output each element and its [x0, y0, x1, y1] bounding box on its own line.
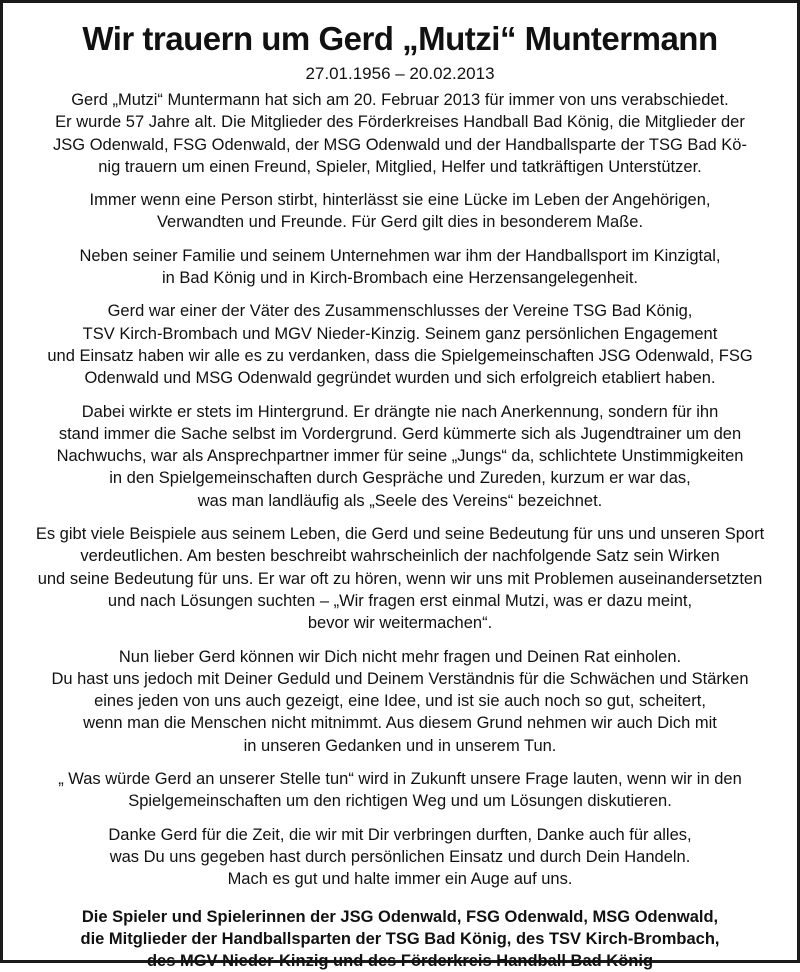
- paragraph-farewell: [25, 89, 775, 178]
- text-line: was man landläufig als „Seele des Vereins“ bezeichnet.: [25, 490, 775, 512]
- text-line: in Bad König und in Kirch-Brombach eine Herzensangelegenheit.: [25, 267, 775, 289]
- text-line: Gerd „Mutzi“ Muntermann hat sich am 20. Februar 2013 für immer von uns verabschiedet.: [25, 89, 775, 111]
- text-line: Er wurde 57 Jahre alt. Die Mitglieder des Förderkreises Handball Bad König, die Mitglieder der: [25, 111, 775, 133]
- signatory-line: des MGV Nieder-Kinzig und des Förderkreis Handball Bad König: [25, 950, 775, 972]
- paragraph-thanks: [25, 824, 775, 891]
- text-line: Neben seiner Familie und seinem Unternehmen war ihm der Handballsport im Kinzigtal,: [25, 245, 775, 267]
- paragraph-founding: [25, 300, 775, 389]
- text-line: „ Was würde Gerd an unserer Stelle tun“ wird in Zukunft unsere Frage lauten, wenn wir in den: [25, 768, 775, 790]
- text-line: Mach es gut und halte immer ein Auge auf uns.: [25, 868, 775, 890]
- text-line: und seine Bedeutung für uns. Er war oft zu hören, wenn wir uns mit Problemen auseinandersetzten: [25, 568, 775, 590]
- text-line: eines jeden von uns auch gezeigt, eine Idee, und ist sie auch noch so gut, scheitert,: [25, 690, 775, 712]
- notice-title: Wir trauern um Gerd „Mutzi“ Muntermann: [25, 19, 775, 59]
- text-line: und Einsatz haben wir alle es zu verdanken, dass die Spielgemeinschaften JSG Odenwald, FSG: [25, 345, 775, 367]
- signatories: [25, 906, 775, 972]
- text-line: Du hast uns jedoch mit Deiner Geduld und Deinem Verständnis für die Schwächen und Stärken: [25, 668, 775, 690]
- signatory-line: die Mitglieder der Handballsparten der TSG Bad König, des TSV Kirch-Brombach,: [25, 928, 775, 950]
- paragraph-tribute: [25, 646, 775, 757]
- signatory-line: Die Spieler und Spielerinnen der JSG Odenwald, FSG Odenwald, MSG Odenwald,: [25, 906, 775, 928]
- text-line: Nachwuchs, war als Ansprechpartner immer für seine „Jungs“ da, schlichtete Unstimmigkeiten: [25, 445, 775, 467]
- text-line: stand immer die Sache selbst im Vordergrund. Gerd kümmerte sich als Jugendtrainer um den: [25, 423, 775, 445]
- text-line: Immer wenn eine Person stirbt, hinterlässt sie eine Lücke im Leben der Angehörigen,: [25, 189, 775, 211]
- paragraph-examples: [25, 523, 775, 634]
- paragraph-gap: [25, 189, 775, 234]
- text-line: in den Spielgemeinschaften durch Gespräche und Zureden, kurzum er war das,: [25, 467, 775, 489]
- text-line: in unseren Gedanken und in unserem Tun.: [25, 735, 775, 757]
- text-line: Verwandten und Freunde. Für Gerd gilt dies in besonderem Maße.: [25, 211, 775, 233]
- paragraph-question: [25, 768, 775, 813]
- text-line: Gerd war einer der Väter des Zusammenschlusses der Vereine TSG Bad König,: [25, 300, 775, 322]
- text-line: was Du uns gegeben hast durch persönlichen Einsatz und durch Dein Handeln.: [25, 846, 775, 868]
- text-line: Danke Gerd für die Zeit, die wir mit Dir verbringen durften, Danke auch für alles,: [25, 824, 775, 846]
- text-line: Nun lieber Gerd können wir Dich nicht mehr fragen und Deinen Rat einholen.: [25, 646, 775, 668]
- text-line: Dabei wirkte er stets im Hintergrund. Er drängte nie nach Anerkennung, sondern für ihn: [25, 401, 775, 423]
- text-line: Es gibt viele Beispiele aus seinem Leben, die Gerd und seine Bedeutung für uns und unseren Sport: [25, 523, 775, 545]
- paragraph-background: [25, 401, 775, 512]
- paragraph-passion: [25, 245, 775, 290]
- text-line: Odenwald und MSG Odenwald gegründet wurden und sich erfolgreich etabliert haben.: [25, 367, 775, 389]
- text-line: wenn man die Menschen nicht mitnimmt. Aus diesem Grund nehmen wir auch Dich mit: [25, 712, 775, 734]
- text-line: JSG Odenwald, FSG Odenwald, der MSG Odenwald und der Handballsparte der TSG Bad Kö-: [25, 134, 775, 156]
- text-line: und nach Lösungen suchten – „Wir fragen erst einmal Mutzi, was er dazu meint,: [25, 590, 775, 612]
- text-line: Spielgemeinschaften um den richtigen Weg und um Lösungen diskutieren.: [25, 790, 775, 812]
- text-line: nig trauern um einen Freund, Spieler, Mitglied, Helfer und tatkräftigen Unterstützer.: [25, 156, 775, 178]
- text-line: bevor wir weitermachen“.: [25, 612, 775, 634]
- text-line: verdeutlichen. Am besten beschreibt wahrscheinlich der nachfolgende Satz sein Wirken: [25, 545, 775, 567]
- life-dates: 27.01.1956 – 20.02.2013: [25, 63, 775, 85]
- text-line: TSV Kirch-Brombach und MGV Nieder-Kinzig. Seinem ganz persönlichen Engagement: [25, 323, 775, 345]
